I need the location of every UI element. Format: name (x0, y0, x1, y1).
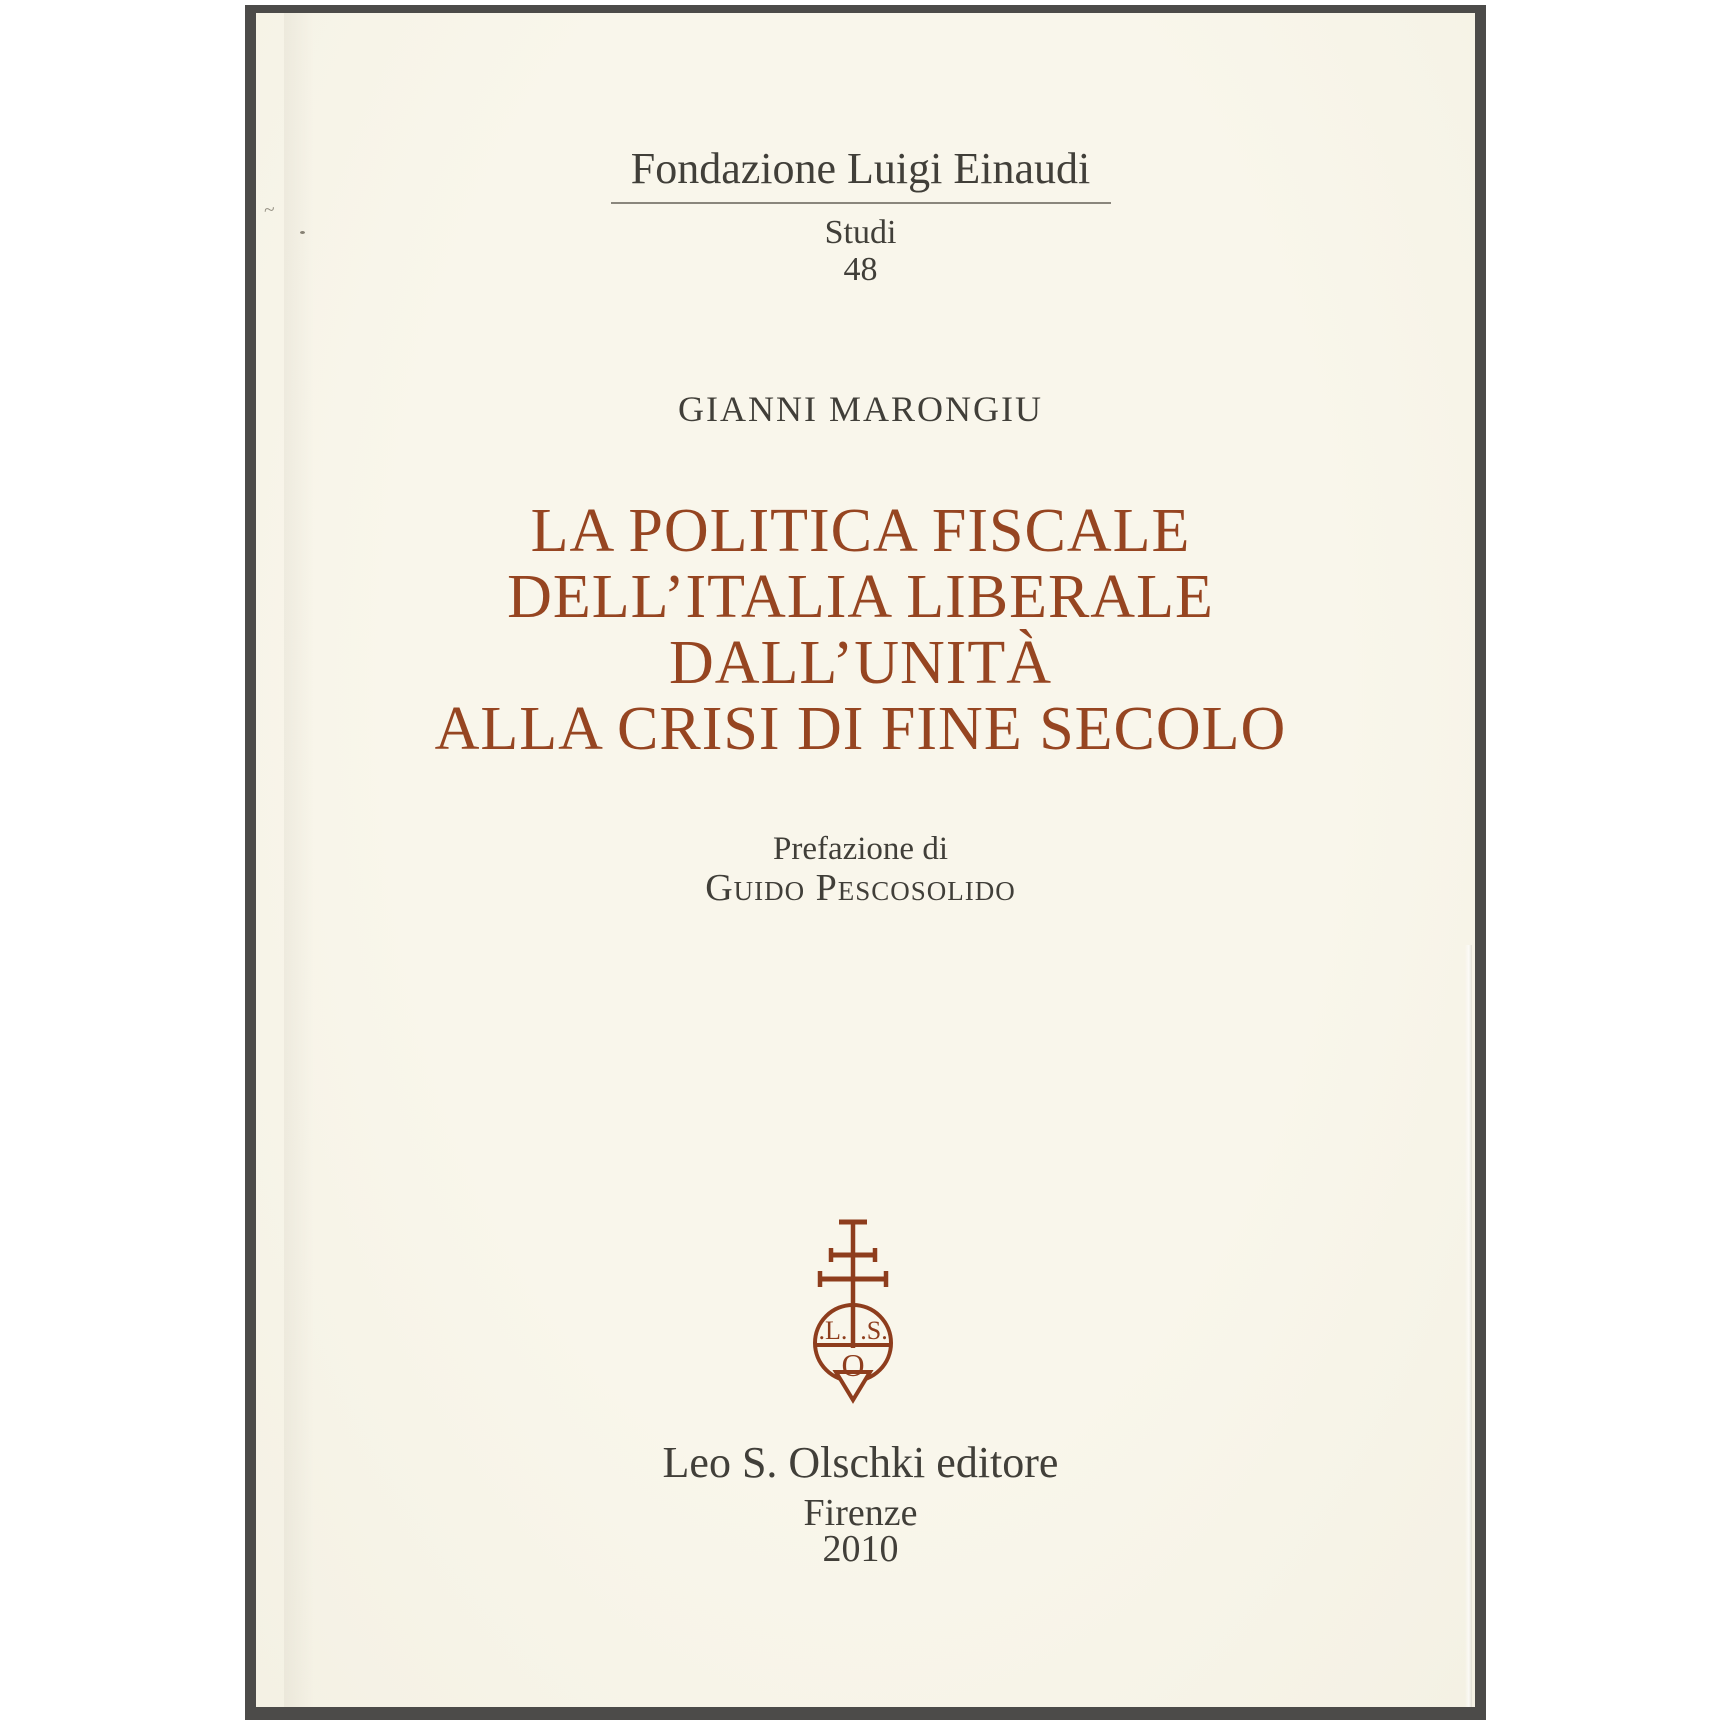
book-title (251, 498, 1470, 762)
preface-author: Guido Pescosolido (705, 867, 1016, 909)
imprint-publisher: Leo S. Olschki editore (662, 1438, 1059, 1487)
series-divider-rule (611, 202, 1111, 204)
author-name: GIANNI MARONGIU (678, 389, 1043, 429)
book-title-line-3: DALL’UNITÀ (668, 629, 1053, 697)
series-number: 48 (843, 251, 878, 288)
book-title-line-1: LA POLITICA FISCALE (530, 497, 1191, 565)
photo-frame (245, 5, 1486, 1720)
imprint-city: Firenze (803, 1492, 918, 1534)
book-title-page (256, 13, 1475, 1707)
book-title-line-2: DELL’ITALIA LIBERALE (507, 563, 1214, 631)
foundation-name: Fondazione Luigi Einaudi (630, 144, 1091, 193)
book-title-line-4: ALLA CRISI DI FINE SECOLO (434, 695, 1287, 763)
paper-speck-mark: ~ (262, 198, 277, 222)
logo-monogram-right: .S. (859, 1316, 888, 1345)
logo-monogram-bottom: O (840, 1347, 865, 1383)
olschki-publisher-logo-icon (773, 1208, 933, 1408)
logo-monogram-left: .L. (818, 1316, 847, 1345)
imprint-year: 2010 (822, 1528, 899, 1570)
preface-label: Prefazione di (772, 831, 948, 867)
series-name: Studi (824, 214, 897, 251)
title-page-content (251, 13, 1470, 1707)
